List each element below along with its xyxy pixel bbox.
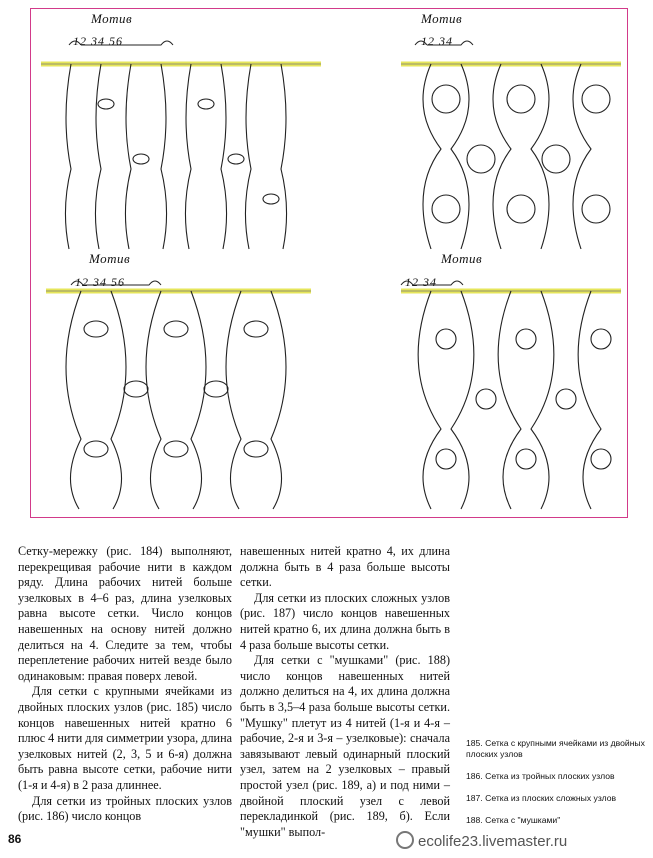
macrame-net-illustration xyxy=(331,9,627,259)
watermark-logo-icon xyxy=(396,831,414,849)
figure-captions xyxy=(466,738,646,837)
motiv-label: Мотив xyxy=(89,251,131,266)
paragraph: Для сетки из тройных плоских узлов (рис. 186) число концов xyxy=(18,793,232,824)
figure-frame xyxy=(30,8,628,518)
paragraph: Для сетки с крупными ячейками из двойных плоских узлов (рис. 185) число концов навешенных нитей кратно 6 плюс 4 нити для симметрии узора, длина узелковых нитей (2, 3, 5 и 6-я) должна быть равна высоте сетки, рабочие нити (1-я и 4-я) в 2 раза длиннее. xyxy=(18,684,232,792)
motiv-numbers: 12 34 xyxy=(421,34,453,48)
motiv-label: Мотив xyxy=(441,251,483,266)
caption-187: 187. Сетка из плоских сложных узлов xyxy=(466,793,617,803)
caption-188: 188. Сетка с "мушками" xyxy=(466,815,561,825)
motiv-label: Мотив xyxy=(91,11,133,26)
figure-184 xyxy=(31,9,331,259)
macrame-net-illustration xyxy=(31,9,331,259)
watermark xyxy=(396,831,567,850)
figure-185 xyxy=(331,9,627,259)
figure-187 xyxy=(331,251,627,517)
motiv-numbers: 12 34 56 xyxy=(73,34,123,48)
macrame-net-illustration xyxy=(31,259,331,517)
text-column-2 xyxy=(240,544,450,840)
motiv-numbers: 12 34 56 xyxy=(75,275,125,289)
paragraph: Сетку-мережку (рис. 184) выполняют, перекрещивая рабочие нити в каждом ряду. Длина рабочих нитей больше узелковых в 4–6 раз, длина узелковых равна высоте сетки. Число концов навешенных на основу нитей должно делиться на 4. Следите за тем, чтобы переплетение рабочих нитей везде было одинаковым: правая поверх левой. xyxy=(18,544,232,683)
motiv-label: Мотив xyxy=(421,11,463,26)
motiv-numbers: 12 34 xyxy=(405,275,437,289)
text-column-1 xyxy=(18,544,232,825)
paragraph: Для сетки из плоских сложных узлов (рис. 187) число концов навешенных нитей кратно 6, их длина должна быть в 4 раза больше высоты сетки. xyxy=(240,590,450,652)
paragraph: навешенных нитей кратно 4, их длина должна быть в 4 раза больше высоты сетки. xyxy=(240,544,450,590)
page-number: 86 xyxy=(8,832,22,846)
macrame-net-illustration xyxy=(331,259,627,517)
paragraph: Для сетки с "мушками" (рис. 188) число концов навешенных нитей должно делиться на 4, их длина должна быть в 3,5–4 раза больше высоты сетки. "Мушку" плетут из 4 нитей (1-я и 4-я – рабочие, 2-я и 3-я – узелковые): сначала завязывают левый одинарный плоский узел, затем на 2 узелковых – правый простой узел (рис. 189, а) и под ними – двойной плоский узел с левой перекладинкой (рис. 189, б). Если "мушки" выпол- xyxy=(240,653,450,839)
figure-186 xyxy=(31,251,331,517)
caption-185: 185. Сетка с крупными ячейками из двойных плоских узлов xyxy=(466,738,645,759)
watermark-text: ecolife23.livemaster.ru xyxy=(418,833,568,850)
caption-186: 186. Сетка из тройных плоских узлов xyxy=(466,771,615,781)
